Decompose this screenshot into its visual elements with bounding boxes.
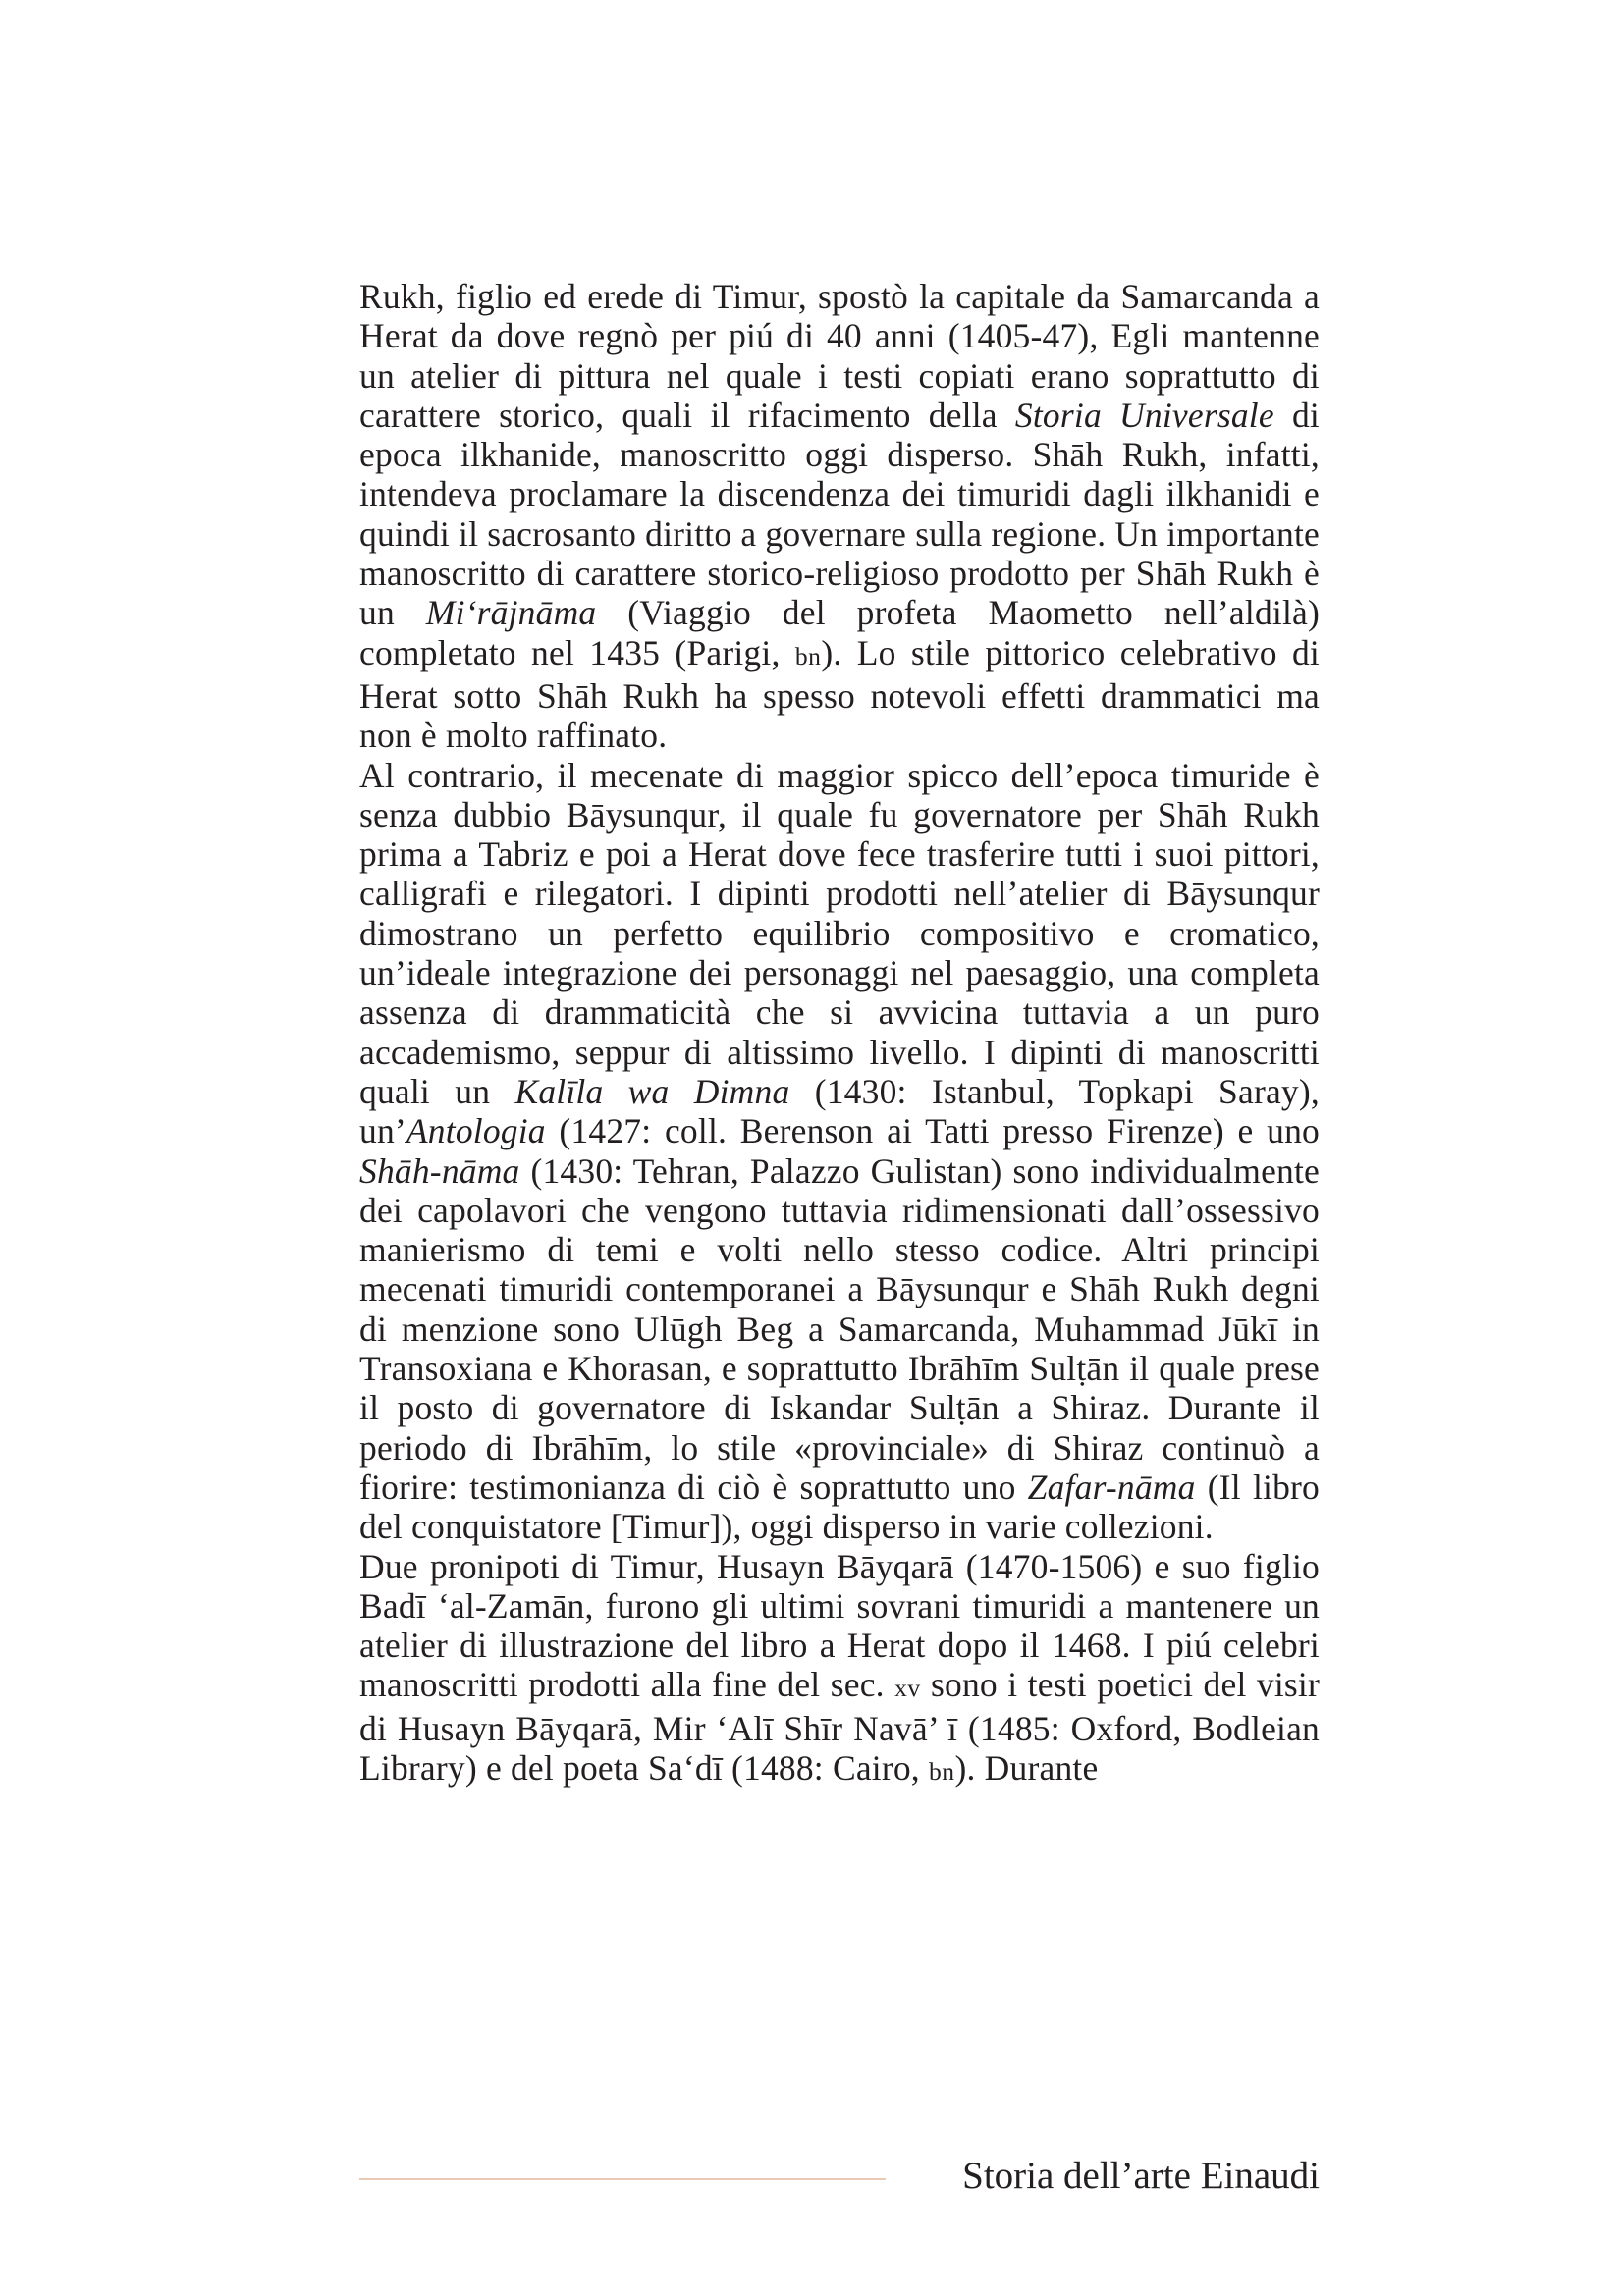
- small-caps: xv: [894, 1674, 921, 1703]
- text-run: ). Lo stile pittorico celebrativo di Herat sotto Shāh Rukh ha spesso notevoli effetti drammatici ma non è molto raffinato.: [359, 632, 1320, 756]
- italic-title: Kalīla wa Dimna: [514, 1071, 790, 1111]
- small-caps: bn: [794, 641, 822, 670]
- italic-title: Zafar-nāma: [1027, 1467, 1196, 1507]
- italic-title: Mi‘rājnāma: [425, 593, 597, 633]
- body-text: [359, 277, 1320, 1791]
- text-run: (Viaggio del profeta Maometto nell’aldilà) completato nel 1435 (Parigi,: [359, 593, 1320, 672]
- text-run: Al contrario, il mecenate di maggior spicco dell’epoca timuride è senza dubbio Bāysunqur, il quale fu governatore per Shāh Rukh prima a Tabriz e poi a Herat dove fece trasferire tutti i suoi pittori, calligrafi e rilegatori. I dipinti prodotti nell’atelier di Bāysunqur dimostrano un perfetto equilibrio compositivo e cromatico, un’ideale integrazione dei personaggi nel paesaggio, una completa assenza di drammaticità che si avvicina tuttavia a un puro accademismo, seppur di altissimo livello. I dipinti di manoscritti quali un: [359, 755, 1320, 1111]
- paragraph: [359, 1547, 1320, 1792]
- italic-title: Shāh-nāma: [359, 1150, 520, 1191]
- paragraph: [359, 277, 1320, 756]
- small-caps: bn: [928, 1756, 955, 1786]
- footer-title: Storia dell’arte Einaudi: [962, 2155, 1320, 2197]
- text-run: (Il libro del conquistatore [Timur]), oggi disperso in varie collezioni.: [359, 1467, 1320, 1547]
- paragraph: [359, 756, 1320, 1547]
- text-run: (1430: Istanbul, Topkapi Saray), un’: [359, 1071, 1320, 1151]
- text-run: (1427: coll. Berenson ai Tatti presso Firenze) e uno: [545, 1111, 1320, 1151]
- text-run: ). Durante: [954, 1747, 1099, 1788]
- footer-rule: [359, 2178, 886, 2180]
- text-run: sono i testi poetici del visir di Husayn Bāyqarā, Mir ‘Alī Shīr Navā’ ī (1485: Oxford, Bodleian Library) e del poeta Sa‘dī (1488: Cairo,: [359, 1665, 1320, 1788]
- italic-title: Storia Universale: [1014, 395, 1274, 435]
- italic-title: Antologia: [406, 1111, 546, 1151]
- text-run: (1430: Tehran, Palazzo Gulistan) sono individualmente dei capolavori che vengono tuttavia ridimensionati dall’ossessivo manierismo di temi e volti nello stesso codice. Altri principi mecenati timuridi contemporanei a Bāysunqur e Shāh Rukh degni di menzione sono Ulūgh Beg a Samarcanda, Muhammad Jūkī in Transoxiana e Khorasan, e soprattutto Ibrāhīm Sulṭān il quale prese il posto di governatore di Iskandar Sulṭān a Shiraz. Durante il periodo di Ibrāhīm, lo stile «provinciale» di Shiraz continuò a fiorire: testimonianza di ciò è soprattutto uno: [359, 1150, 1320, 1507]
- text-run: Rukh, figlio ed erede di Timur, spostò la capitale da Samarcanda a Herat da dove regnò per piú di 40 anni (1405-47), Egli mantenne un atelier di pittura nel quale i testi copiati erano soprattutto di carattere storico, quali il rifacimento della: [359, 277, 1320, 435]
- text-run: di epoca ilkhanide, manoscritto oggi disperso. Shāh Rukh, infatti, intendeva proclamare la discendenza dei timuridi dagli ilkhanidi e quindi il sacrosanto diritto a governare sulla regione. Un importante manoscritto di carattere storico-religioso prodotto per Shāh Rukh è un: [359, 395, 1320, 633]
- text-run: Due pronipoti di Timur, Husayn Bāyqarā (1470-1506) e suo figlio Badī ‘al-Zamān, furono gli ultimi sovrani timuridi a mantenere un atelier di illustrazione del libro a Herat dopo il 1468. I piú celebri manoscritti prodotti alla fine del sec.: [359, 1546, 1320, 1705]
